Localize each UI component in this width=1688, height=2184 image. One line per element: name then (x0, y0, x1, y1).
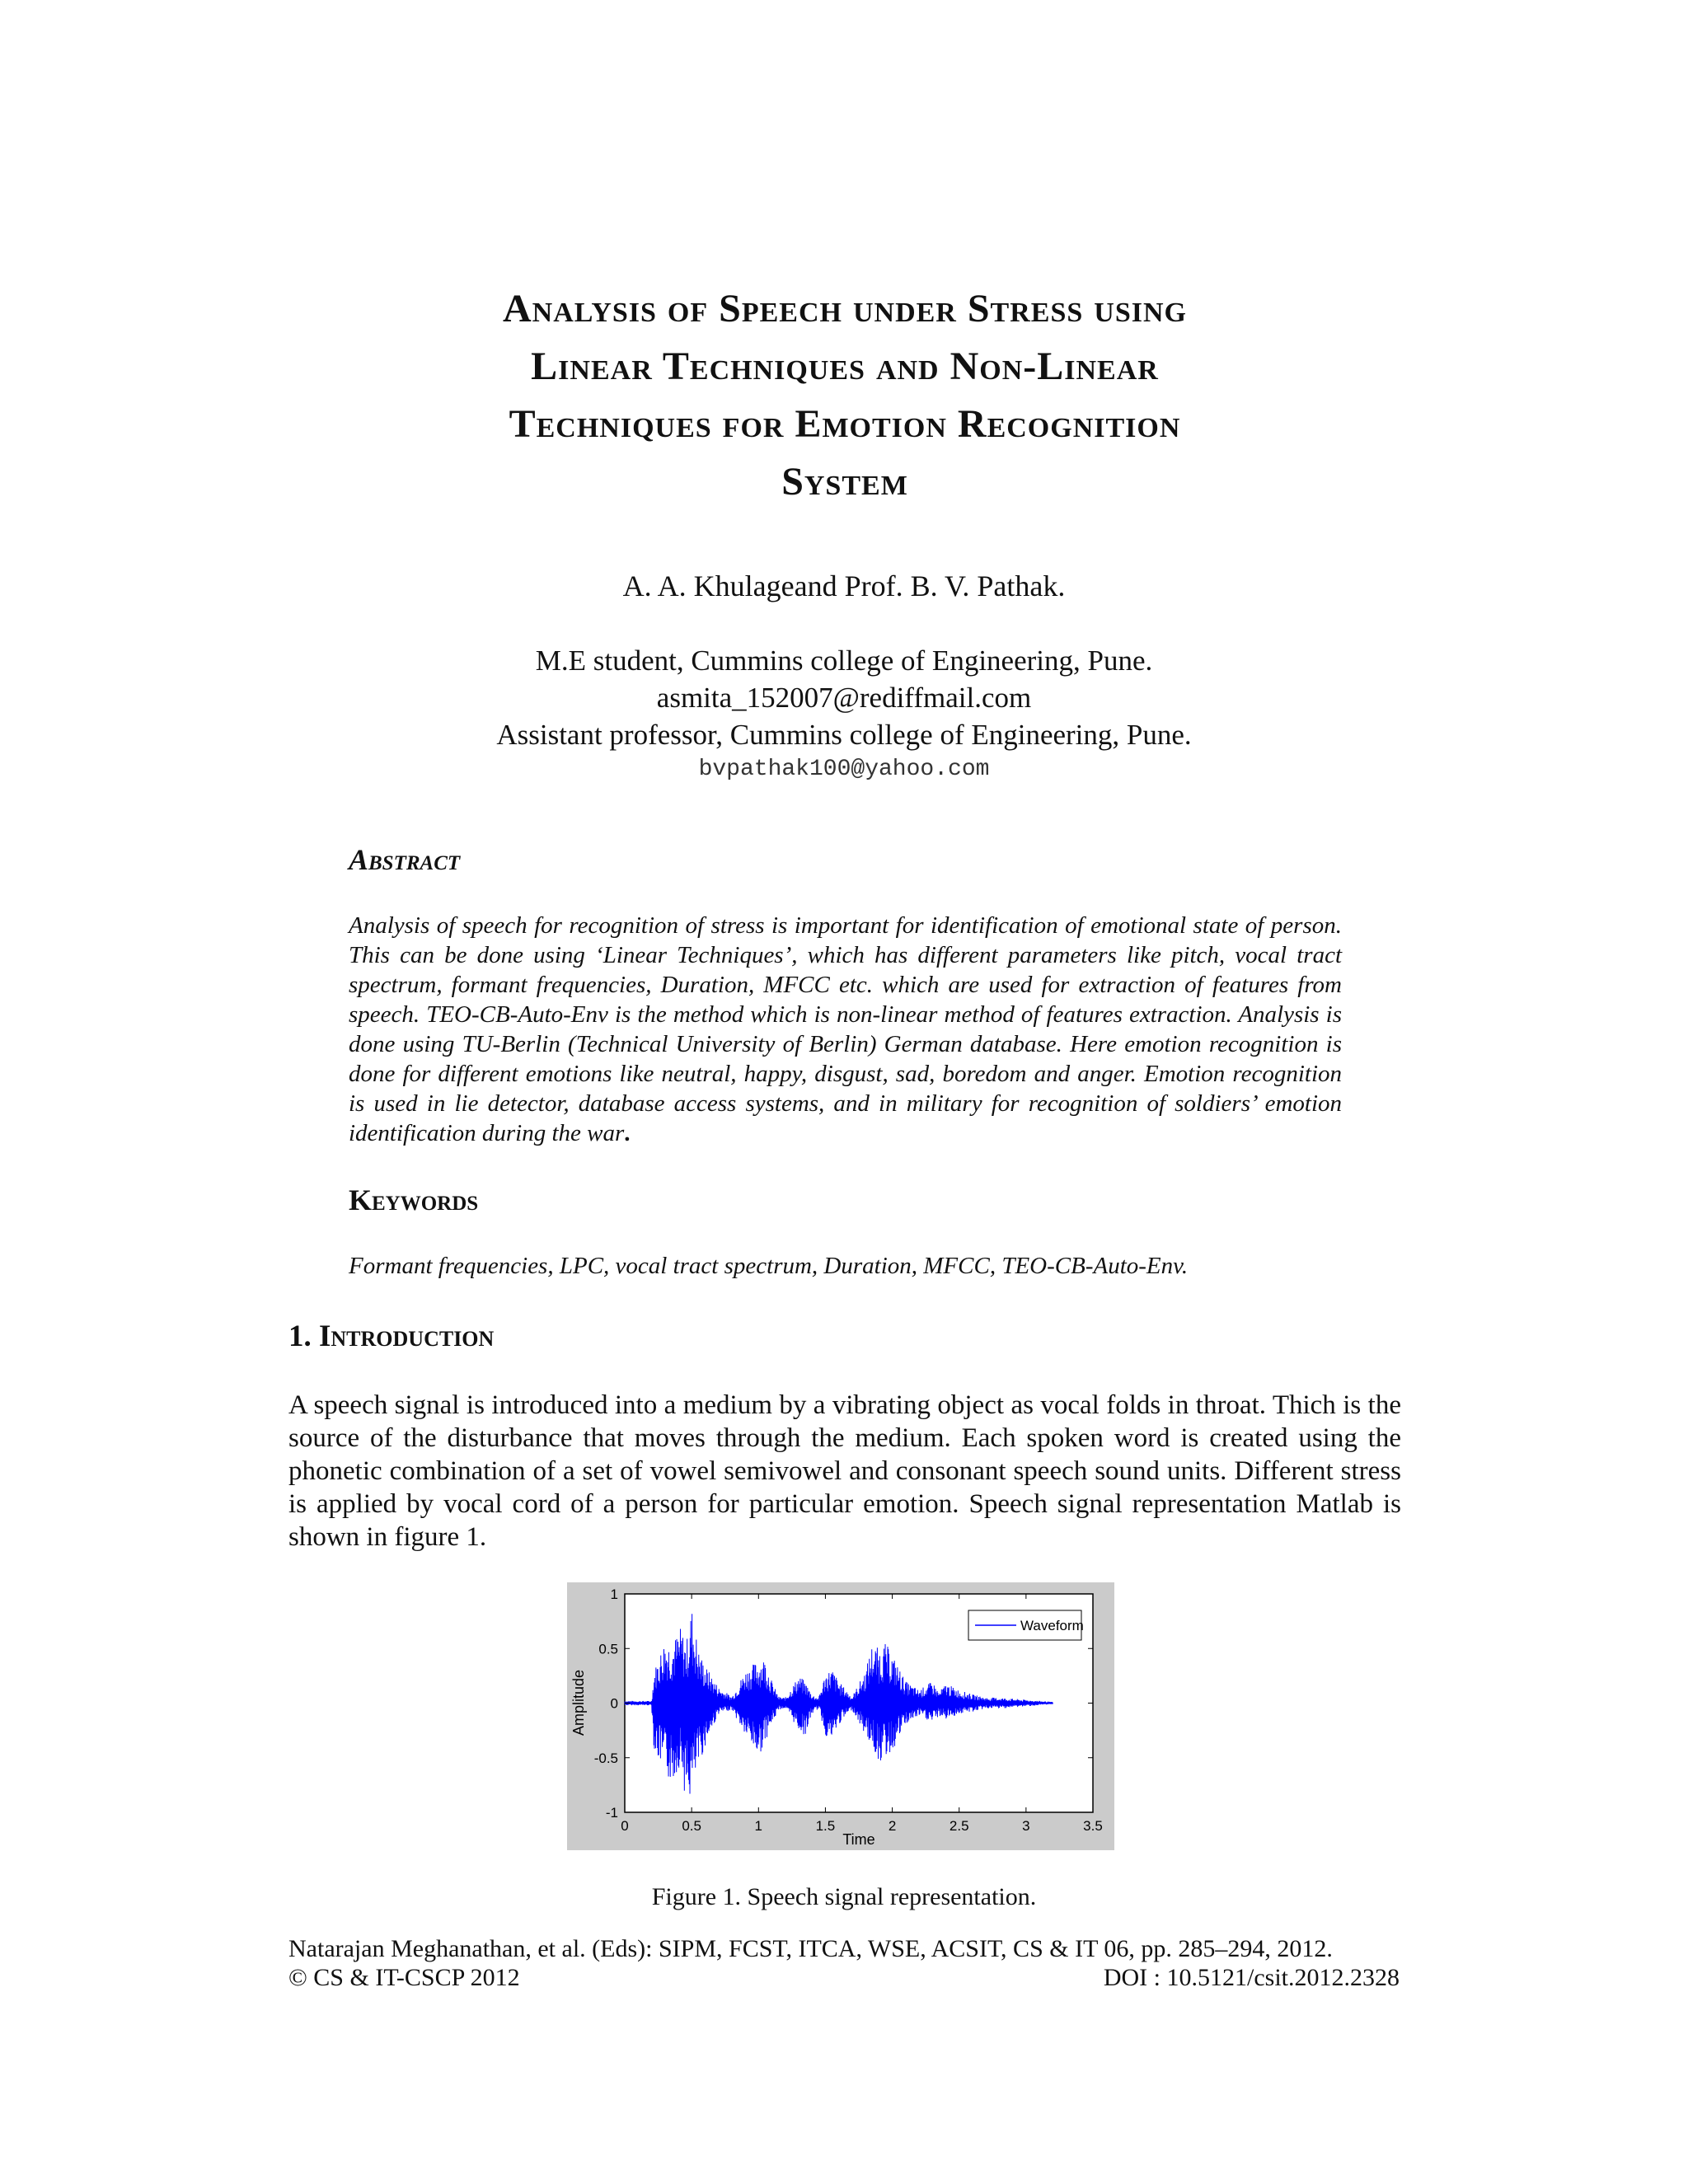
x-axis-label: Time (842, 1831, 875, 1848)
author-list: A. A. Khulageand Prof. B. V. Pathak. (622, 569, 1066, 602)
y-axis-label: Amplitude (570, 1669, 587, 1736)
abstract-heading: Abstract (349, 843, 461, 876)
abstract-end-mark: . (624, 1120, 631, 1146)
keywords-heading: Keywords (349, 1183, 479, 1216)
footer-copyright: © CS & IT-CSCP 2012 (288, 1964, 520, 1991)
title-line: System (781, 460, 908, 504)
x-tick-label: 1 (754, 1818, 763, 1834)
introduction-heading: 1. Introduction (288, 1319, 495, 1353)
y-tick-label: 0 (610, 1695, 618, 1712)
legend-label: Waveform (1020, 1618, 1084, 1633)
x-tick-label: 2.5 (949, 1818, 969, 1834)
abstract-text: Analysis of speech for recognition of stress is important for identification of emotional state of person. This can be done using ‘Linear Techniques’, which has different parameters like pitch, vocal tract spectrum, formant frequencies, Duration, MFCC etc. which are used for extraction of features from speech. TEO-CB-Auto-Env is the method which is non-linear method of features extraction. Analysis is done using TU-Berlin (Technical University of Berlin) German database. Here emotion recognition is done for different emotions like neutral, happy, disgust, sad, boredom and anger. Emotion recognition is used in lie detector, database access systems, and in military for recognition of soldiers’ emotion identification during the war (349, 912, 1342, 1146)
waveform-figure (567, 1582, 1114, 1850)
title-line: Analysis of Speech under Stress using (503, 287, 1187, 330)
title-line: Techniques for Emotion Recognition (509, 402, 1181, 446)
x-tick-label: 0.5 (682, 1818, 701, 1834)
figure-caption: Figure 1. Speech signal representation. (651, 1883, 1037, 1910)
footer-doi[interactable]: DOI : 10.5121/csit.2012.2328 (1103, 1964, 1400, 1991)
x-tick-label: 3 (1022, 1818, 1030, 1834)
y-tick-label: -0.5 (593, 1750, 618, 1766)
introduction-text: A speech signal is introduced into a medium by a vibrating object as vocal folds in throat. Thich is the source of the disturbance that moves through the medium. Each spoken word is created using the phonetic combination of a set of vowel semivowel and consonant speech sound units. Different stress is applied by vocal cord of a person for particular emotion. Speech signal representation Matlab is shown in figure 1. (288, 1390, 1401, 1552)
email-1[interactable]: asmita_152007@rediffmail.com (656, 682, 1032, 714)
y-tick-label: -1 (605, 1805, 618, 1821)
x-tick-label: 0 (621, 1818, 629, 1834)
email-2[interactable]: bvpathak100@yahoo.com (698, 757, 990, 782)
y-tick-label: 0.5 (598, 1641, 618, 1657)
x-tick-label: 3.5 (1083, 1818, 1103, 1834)
legend (968, 1610, 1084, 1640)
title-line: Linear Techniques and Non-Linear (531, 344, 1159, 388)
waveform-chart (567, 1582, 1114, 1850)
footer-proceedings: Natarajan Meghanathan, et al. (Eds): SIPM, FCST, ITCA, WSE, ACSIT, CS & IT 06, pp. 285–294, 2012. (288, 1935, 1333, 1962)
affiliation-2: Assistant professor, Cummins college of Engineering, Pune. (496, 719, 1192, 751)
affiliation-1: M.E student, Cummins college of Engineering, Pune. (535, 644, 1153, 677)
abstract-body (349, 911, 1342, 1148)
x-tick-label: 1.5 (815, 1818, 836, 1834)
paper-title (354, 280, 1335, 511)
x-tick-label: 2 (888, 1818, 897, 1834)
keywords-text: Formant frequencies, LPC, vocal tract spectrum, Duration, MFCC, TEO-CB-Auto-Env. (349, 1253, 1189, 1279)
y-tick-label: 1 (610, 1586, 618, 1602)
